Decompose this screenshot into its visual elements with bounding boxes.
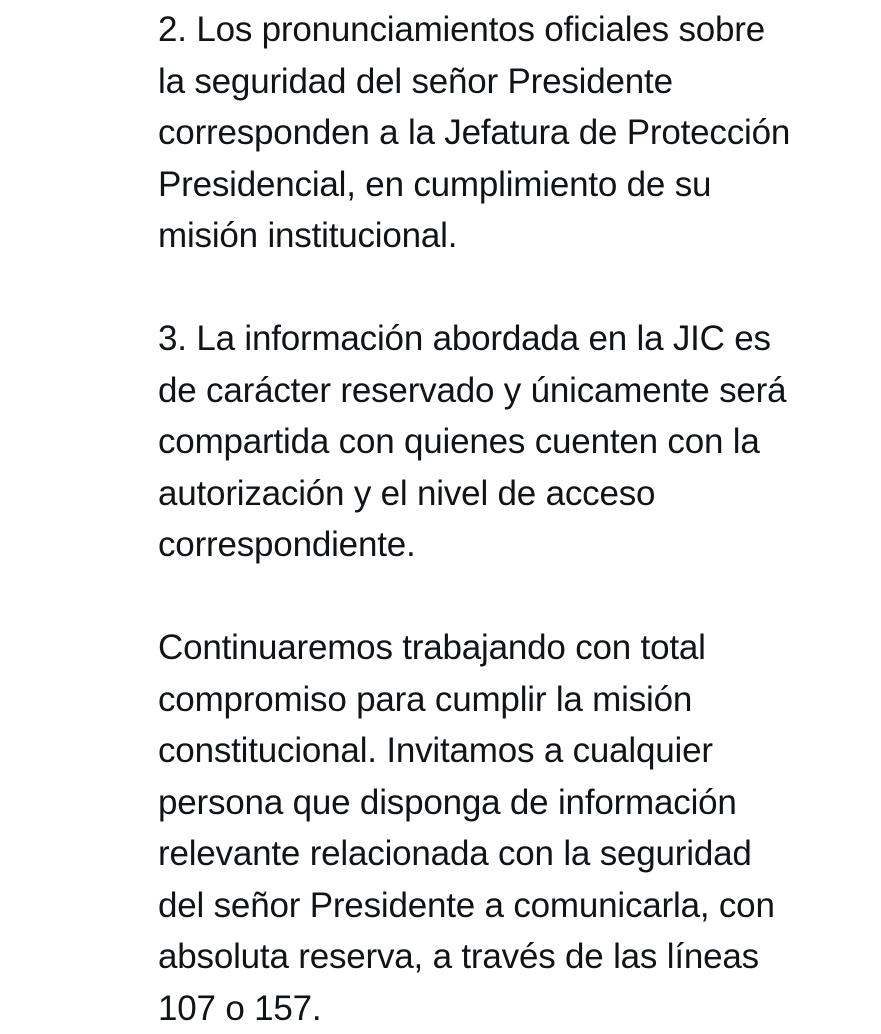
text-line: Continuaremos trabajando con total bbox=[158, 622, 876, 674]
text-line: de carácter reservado y únicamente será bbox=[158, 365, 876, 417]
text-line: constitucional. Invitamos a cualquier bbox=[158, 725, 876, 777]
paragraph-informacion-reservada bbox=[158, 313, 876, 571]
text-line: absoluta reserva, a través de las líneas bbox=[158, 931, 876, 983]
text-line: persona que disponga de información bbox=[158, 777, 876, 829]
text-line: corresponden a la Jefatura de Protección bbox=[158, 107, 876, 159]
paragraph-invitacion-lineas bbox=[158, 622, 876, 1034]
post-body-text bbox=[158, 4, 876, 1034]
text-line: compartida con quienes cuenten con la bbox=[158, 416, 876, 468]
paragraph-jefatura-proteccion bbox=[158, 4, 876, 262]
text-line: correspondiente. bbox=[158, 519, 876, 571]
text-line: compromiso para cumplir la misión bbox=[158, 674, 876, 726]
text-line: 3. La información abordada en la JIC es bbox=[158, 313, 876, 365]
text-line: relevante relacionada con la seguridad bbox=[158, 828, 876, 880]
text-line: la seguridad del señor Presidente bbox=[158, 56, 876, 108]
text-line: del señor Presidente a comunicarla, con bbox=[158, 880, 876, 932]
text-line: misión institucional. bbox=[158, 210, 876, 262]
text-line: 2. Los pronunciamientos oficiales sobre bbox=[158, 4, 876, 56]
text-line: Presidencial, en cumplimiento de su bbox=[158, 159, 876, 211]
text-line: 107 o 157. bbox=[158, 983, 876, 1034]
text-line: autorización y el nivel de acceso bbox=[158, 468, 876, 520]
